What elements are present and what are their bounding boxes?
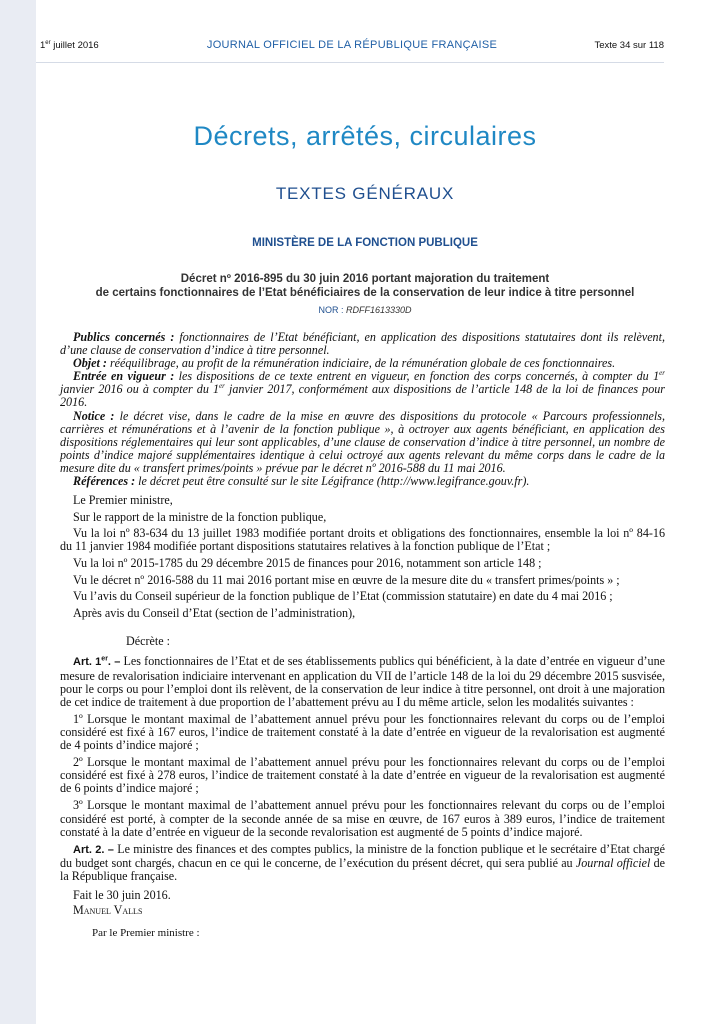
- article-1-item: 3º Lorsque le montant maximal de l’abattement annuel prévu pour les fonctionnaires relevant du corps ou de l’emploi considéré est porté, à compter de la seconde année de sa mise en œuvre, de 167 euros à 389 euros, l’indice de traitement constaté à la date d’entrée en vigueur de la seconde revalorisation est augmenté de 5 points d’indice majoré.: [60, 798, 665, 839]
- preamble-line: Sur le rapport de la ministre de la fonction publique,: [73, 509, 327, 524]
- nor-label: NOR :: [318, 305, 346, 315]
- decree-title-line1: Décret nº 2016-895 du 30 juin 2016 portant majoration du traitement: [180, 273, 550, 285]
- preamble-line: Vu l’avis du Conseil supérieur de la fonction publique de l’Etat (commission statutaire) en date du 4 mai 2016 ;: [73, 589, 613, 604]
- article-2: Art. 2. – Le ministre des finances et des comptes publics, la ministre de la fonction publique et le secrétaire d’Etat chargé du budget sont chargés, chacun en ce qui le concerne, de l’exécution du présent décret, qui sera publié au Journal officiel de la République française.: [60, 841, 665, 883]
- article-1-label: Art. 1er. –: [73, 655, 121, 669]
- section-title: Décrets, arrêtés, circulaires: [193, 121, 537, 151]
- nor-value: RDFF1613330D: [345, 305, 412, 315]
- preamble-line: Vu le décret nº 2016-588 du 11 mai 2016 portant mise en œuvre de la mesure dite du « transfert primes/points » ;: [73, 572, 620, 587]
- fait-le: Fait le 30 juin 2016.: [73, 887, 171, 902]
- ministry-heading: MINISTÈRE DE LA FONCTION PUBLIQUE: [252, 237, 478, 249]
- header-date: 1er juillet 2016: [40, 40, 99, 52]
- signature: Manuel Valls: [73, 903, 143, 918]
- page-margin: [0, 0, 36, 1024]
- article-1-item: 1º Lorsque le montant maximal de l’abattement annuel prévu pour les fonctionnaires relevant du corps ou de l’emploi considéré est fixé à 167 euros, l’indice de traitement constaté à la date d’entrée en vigueur de la revalorisation est augmenté de 4 points d’indice majoré ;: [60, 711, 665, 753]
- article-2-label: Art. 2. –: [73, 843, 114, 856]
- notice-entree: Entrée en vigueur : les dispositions de ce texte entrent en vigueur, en fonction des corps concernés, à compter du 1er janvier 2016 ou à compter du 1er janvier 2017, conformément aux dispositions de l’article 148 de la loi de finances pour 2016.: [60, 369, 665, 410]
- par-le-premier-ministre: Par le Premier ministre :: [92, 927, 200, 940]
- notice-references: Références : le décret peut être consulté sur le site Légifrance (http://www.legifrance.gouv.fr).: [73, 474, 530, 489]
- decree-title: [36, 272, 694, 300]
- decree-title-line2: de certains fonctionnaires de l’Etat bénéficiaires de la conservation de leur indice à titre personnel: [95, 287, 635, 299]
- subsection-title: TEXTES GÉNÉRAUX: [275, 184, 455, 203]
- header-rule: [36, 62, 664, 63]
- decree-body: [60, 331, 665, 940]
- preamble: [60, 494, 665, 620]
- preamble-line: Vu la loi nº 83-634 du 13 juillet 1983 modifiée portant droits et obligations des fonctionnaires, ensemble la loi nº 84-16 du 11 janvier 1984 modifiée portant dispositions statutaires relatives à la fonction publique de l’Etat ;: [60, 526, 665, 554]
- article-1-item: 2º Lorsque le montant maximal de l’abattement annuel prévu pour les fonctionnaires relevant du corps ou de l’emploi considéré est fixé à 278 euros, l’indice de traitement constaté à la date d’entrée en vigueur de la revalorisation est augmenté de 6 points d’indice majoré ;: [60, 755, 665, 796]
- nor-reference: [36, 305, 694, 315]
- article-1: Art. 1er. – Les fonctionnaires de l’Etat et de ses établissements publics qui bénéficient, à la date d’entrée en vigueur d’une mesure de revalorisation indiciaire intervenant en application du VII de l’article 148 de la loi du 29 décembre 2015 susvisée, pour le corps ou pour l’emploi dont ils relèvent, de la conservation de leur indice à titre personnel, ont droit à une majoration de cet indice de traitement à due proportion de l’abattement prévu au I du même article, selon les modalités suivantes :: [60, 654, 666, 709]
- preamble-line: Le Premier ministre,: [73, 493, 173, 508]
- preamble-line: Vu la loi nº 2015-1785 du 29 décembre 2015 de finances pour 2016, notamment son article 148 ;: [73, 556, 542, 570]
- notice-publics: Publics concernés : fonctionnaires de l’Etat bénéficiant, en application des dispositions statutaires dont ils relèvent, d’une clause de conservation d’indice à titre personnel.: [60, 330, 665, 358]
- running-header: [36, 40, 668, 60]
- notice-block: [60, 331, 665, 488]
- journal-title: JOURNAL OFFICIEL DE LA RÉPUBLIQUE FRANÇAISE: [206, 39, 498, 51]
- notice-objet: Objet : rééquilibrage, au profit de la rémunération indiciaire, de la rémunération globale de ces fonctionnaires.: [73, 356, 616, 371]
- preamble-line: Après avis du Conseil d’Etat (section de l’administration),: [73, 605, 356, 620]
- decrete: Décrète :: [126, 634, 170, 649]
- notice-notice: Notice : le décret vise, dans le cadre de la mise en œuvre des dispositions du protocole « Parcours professionnels, carrières et rémunérations et à l’avenir de la fonction publique », à octroyer aux agents bénéficiant, en application des dispositions réglementaires qui leur sont applicables, d’une clause de conservation d’indice à titre personnel, un nombre de points d’indice majoré supplémentaires identique à celui octroyé aux agents relevant du même corps dans le cadre de la mesure dite du « transfert primes/points » prévue par le décret nº 2016-588 du 11 mai 2016.: [60, 408, 665, 475]
- text-counter: Texte 34 sur 118: [594, 40, 664, 51]
